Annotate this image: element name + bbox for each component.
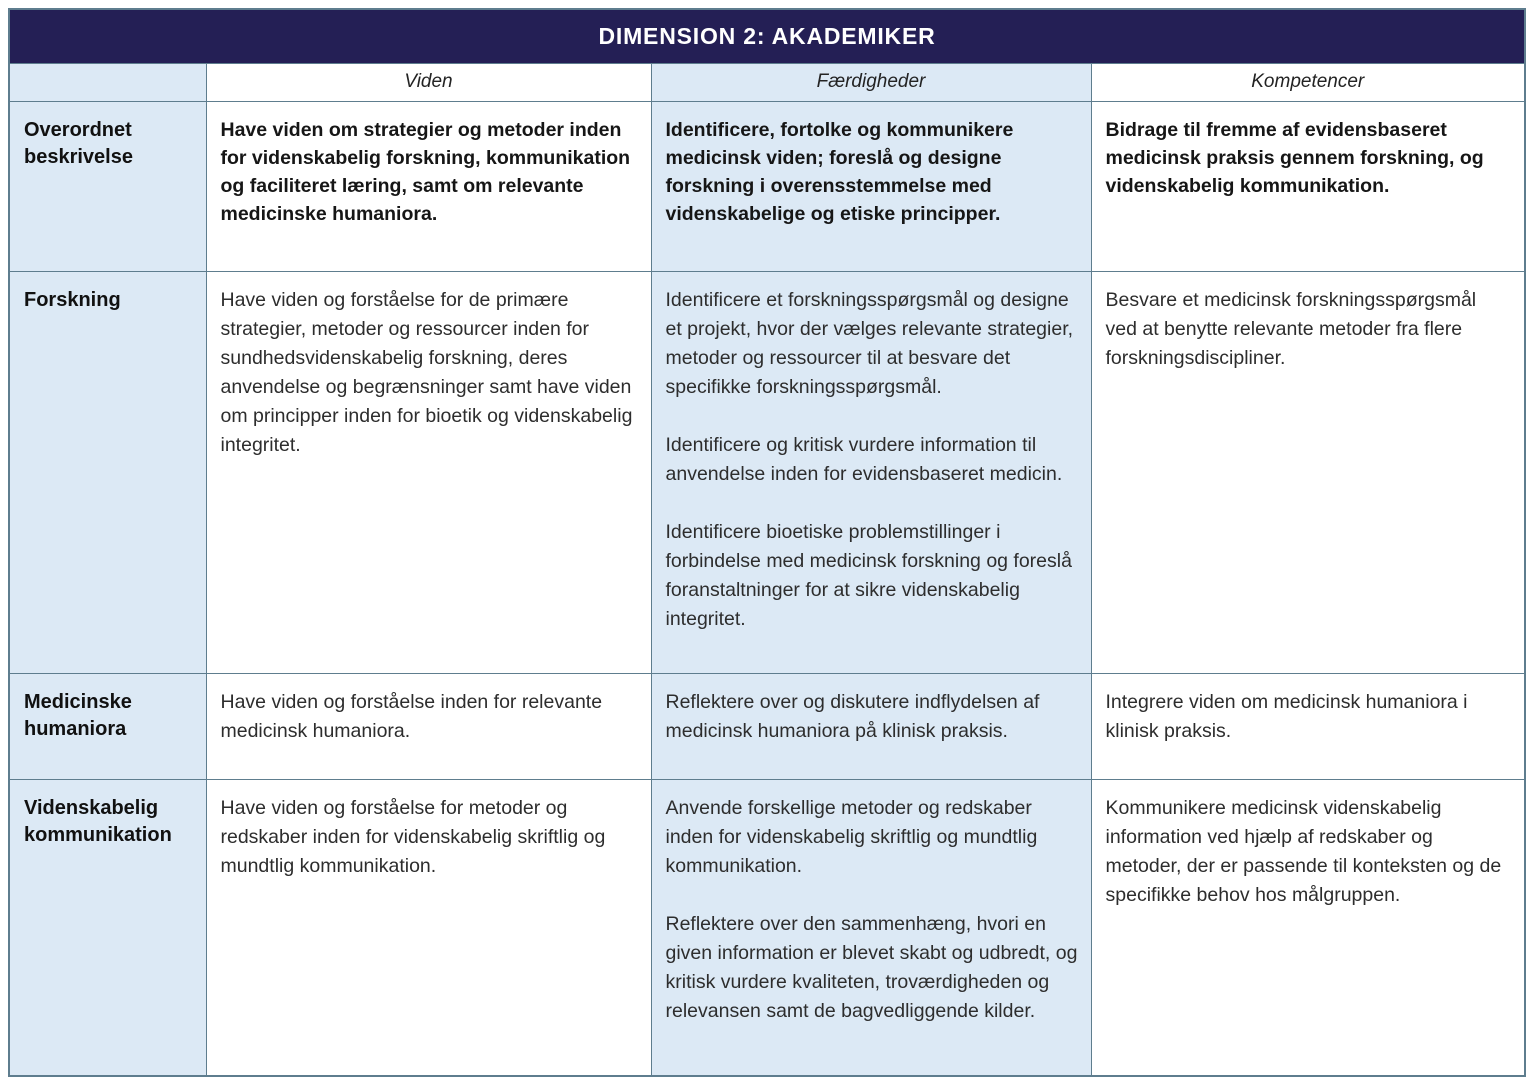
- table-body: [9, 101, 1525, 1076]
- cell-paragraph: Kommunikere medicinsk videnskabelig information ved hjælp af redskaber og metoder, der er passende til konteksten og de specifikke behov hos målgruppen.: [1105, 796, 1502, 906]
- table-title: DIMENSION 2: AKADEMIKER: [9, 9, 1525, 63]
- table-row: [9, 673, 1525, 779]
- cell-paragraph: Have viden og forståelse for de primære strategier, metoder og ressourcer inden for sundhedsvidenskabelig forskning, deres anvendelse og begrænsninger samt have viden om principper inden for bioetik og videnskabelig integritet.: [220, 288, 633, 456]
- table-cell: [1091, 673, 1525, 779]
- row-label: Overordnet beskrivelse: [9, 101, 206, 271]
- cell-paragraph: Have viden om strategier og metoder inden for videnskabelig forskning, kommunikation og faciliteret læring, samt om relevante medicinske humaniora.: [220, 118, 631, 225]
- cell-paragraph: Identificere bioetiske problemstillinger i forbindelse med medicinsk forskning og foreslå foranstaltninger for at sikre videnskabelig integritet.: [665, 520, 1072, 630]
- competency-table: [8, 8, 1526, 1077]
- table-cell: [1091, 779, 1525, 1076]
- table-row: [9, 271, 1525, 673]
- table-row: [9, 101, 1525, 271]
- cell-paragraph: Anvende forskellige metoder og redskaber inden for videnskabelig skriftlig og mundtlig kommunikation.: [665, 796, 1038, 877]
- cell-paragraph: Integrere viden om medicinsk humaniora i klinisk praksis.: [1105, 690, 1468, 742]
- table-cell: [206, 673, 651, 779]
- column-header-blank: [9, 63, 206, 101]
- table-cell: [651, 779, 1091, 1076]
- cell-paragraph: Identificere et forskningsspørgsmål og designe et projekt, hvor der vælges relevante strategier, metoder og ressourcer til at besvare det specifikke forskningsspørgsmål.: [665, 288, 1074, 398]
- cell-paragraph: Reflektere over og diskutere indflydelsen af medicinsk humaniora på klinisk praksis.: [665, 690, 1040, 742]
- column-header-row: [9, 63, 1525, 101]
- table-cell: [651, 101, 1091, 271]
- row-label: Videnskabelig kommunikation: [9, 779, 206, 1076]
- cell-paragraph: Bidrage til fremme af evidensbaseret medicinsk praksis gennem forskning, og videnskabelig kommunikation.: [1105, 118, 1484, 197]
- cell-paragraph: Have viden og forståelse inden for relevante medicinsk humaniora.: [220, 690, 603, 742]
- table-cell: [1091, 101, 1525, 271]
- column-header-kompetencer: Kompetencer: [1091, 63, 1525, 101]
- table-cell: [1091, 271, 1525, 673]
- table-cell: [206, 101, 651, 271]
- cell-paragraph: Identificere, fortolke og kommunikere medicinsk viden; foreslå og designe forskning i overensstemmelse med videnskabelige og etiske principper.: [665, 118, 1014, 225]
- cell-paragraph: Have viden og forståelse for metoder og redskaber inden for videnskabelig skriftlig og mundtlig kommunikation.: [220, 796, 606, 877]
- column-header-faerdigheder: Færdigheder: [651, 63, 1091, 101]
- table-cell: [206, 779, 651, 1076]
- cell-paragraph: Reflektere over den sammenhæng, hvori en given information er blevet skabt og udbredt, og kritisk vurdere kvaliteten, troværdigheden og relevansen samt de bagvedliggende kilder.: [665, 912, 1078, 1022]
- column-header-viden: Viden: [206, 63, 651, 101]
- row-label: Forskning: [9, 271, 206, 673]
- cell-paragraph: Identificere og kritisk vurdere information til anvendelse inden for evidensbaseret medicin.: [665, 433, 1063, 485]
- row-label: Medicinske humaniora: [9, 673, 206, 779]
- table-cell: [651, 673, 1091, 779]
- table-title-row: [9, 9, 1525, 63]
- table-cell: [651, 271, 1091, 673]
- table-row: [9, 779, 1525, 1076]
- table-cell: [206, 271, 651, 673]
- cell-paragraph: Besvare et medicinsk forskningsspørgsmål ved at benytte relevante metoder fra flere forskningsdiscipliner.: [1105, 288, 1477, 369]
